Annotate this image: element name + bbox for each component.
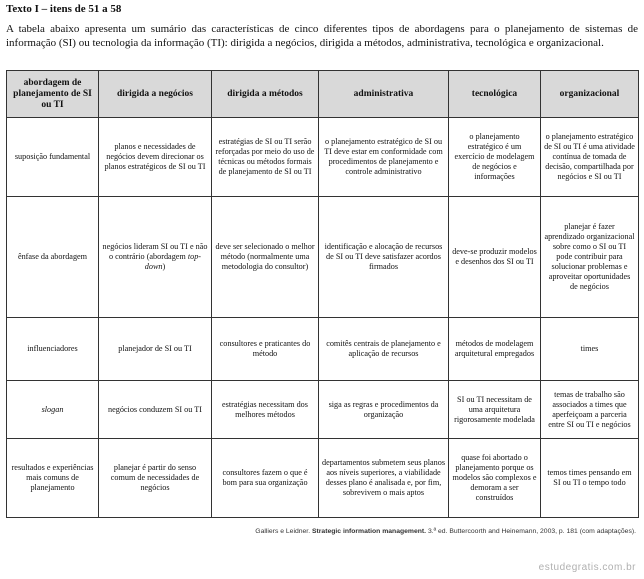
table-row [7,318,639,381]
row-label: suposição fundamental [7,118,99,197]
table-row [7,439,639,518]
row-label: resultados e experiências mais comuns de planejamento [7,439,99,518]
source-citation [255,528,636,535]
table-cell: consultores e praticantes do método [212,318,319,381]
source-rest: 3.ª ed. Buttercoorth and Heinemann, 2003, p. 181 (com adaptações). [427,528,636,535]
table-cell: métodos de modelagem arquitetural empregados [449,318,541,381]
row-label: slogan [7,381,99,439]
table-cell: temas de trabalho são associados a times que aperfeiçoam a parceria entre SI ou TI e negócios [541,381,639,439]
header-cell: administrativa [319,71,449,118]
table-cell: consultores fazem o que é bom para sua organização [212,439,319,518]
header-cell: abordagem de planejamento de SI ou TI [7,71,99,118]
row-label: influenciadores [7,318,99,381]
table-cell: quase foi abortado o planejamento porque os modelos são complexos e demoram a ser construídos [449,439,541,518]
table-row [7,381,639,439]
header-cell: dirigida a métodos [212,71,319,118]
table-cell: departamentos submetem seus planos aos níveis superiores, a viabilidade desses plano é analisada e, por fim, sobrevivem o mais aptos [319,439,449,518]
source-title: Strategic information management. [311,528,427,535]
page-heading: Texto I – itens de 51 a 58 [6,3,122,15]
table-cell: deve ser selecionado o melhor método (normalmente uma metodologia do consultor) [212,197,319,318]
header-cell: dirigida a negócios [99,71,212,118]
table-cell: estratégias de SI ou TI serão reforçadas por meio do uso de técnicas ou métodos formais de planejamento de SI ou TI [212,118,319,197]
table-cell: planejar é partir do senso comum de necessidades de negócios [99,439,212,518]
table-cell: planejar é fazer aprendizado organizacional sobre como o SI ou TI pode contribuir para solucionar problemas e aproveitar oportunidades de negócios [541,197,639,318]
table-cell: o planejamento estratégico é um exercício de modelagem de negócios e informações [449,118,541,197]
comparison-table [6,70,639,518]
table-cell: negócios conduzem SI ou TI [99,381,212,439]
site-watermark: estudegratis.com.br [538,562,636,573]
header-cell: tecnológica [449,71,541,118]
table-row [7,197,639,318]
table-cell: siga as regras e procedimentos da organização [319,381,449,439]
table-row [7,118,639,197]
table-header-row [7,71,639,118]
table-cell: temos times pensando em SI ou TI o tempo todo [541,439,639,518]
table-cell: times [541,318,639,381]
intro-paragraph: A tabela abaixo apresenta um sumário das características de cinco diferentes tipos de abordagens para o planejamento de sistemas de informação (SI) ou tecnologia da informação (TI): dirigida a negócios, dirigida a métodos, administrativa, tecnológica e organizacional. [6,23,638,49]
table-cell: planos e necessidades de negócios devem direcionar os planos estratégicos de SI ou TI [99,118,212,197]
row-label: ênfase da abordagem [7,197,99,318]
table-cell: o planejamento estratégico de SI ou TI é uma atividade contínua de tomada de decisão, compartilhada por negócios e SI ou TI [541,118,639,197]
table-cell: planejador de SI ou TI [99,318,212,381]
header-cell: organizacional [541,71,639,118]
table-cell: negócios lideram SI ou TI e não o contrário (abordagem top-down) [99,197,212,318]
table-cell: SI ou TI necessitam de uma arquitetura rigorosamente modelada [449,381,541,439]
table-cell: o planejamento estratégico de SI ou TI deve estar em conformidade com procedimentos de planejamento e controle administrativo [319,118,449,197]
source-authors: Galliers e Leidner. [255,528,311,535]
table-cell: estratégias necessitam dos melhores métodos [212,381,319,439]
table-cell: identificação e alocação de recursos de SI ou TI deve satisfazer acordos firmados [319,197,449,318]
table-cell: comitês centrais de planejamento e aplicação de recursos [319,318,449,381]
table-cell: deve-se produzir modelos e desenhos dos SI ou TI [449,197,541,318]
